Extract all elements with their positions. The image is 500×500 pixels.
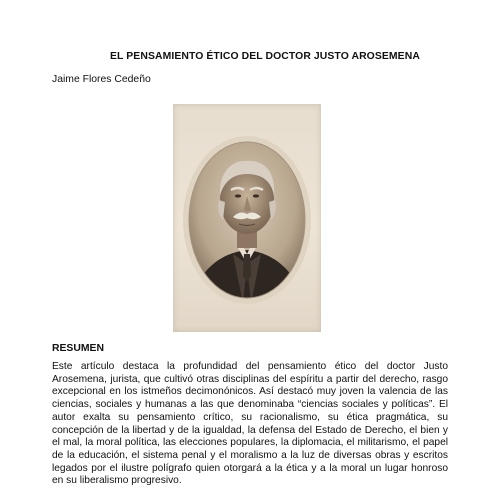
portrait-photo	[173, 104, 321, 332]
abstract-paragraph: Este artículo destaca la profundidad del pensamiento ético del doctor Justo Arosemena, jurista, que cultivó otras disciplinas del espíritu a partir del derecho, rasgo excepcional en los istmeños decimonónicos. Así destacó muy joven la valencia de las ciencias, sociales y humanas a las que denominaba “ciencias sociales y políticas”. El autor exalta su pensamiento crítico, su racionalismo, su ética pragmática, su concepción de la libertad y de la igualdad, la defensa del Estado de Derecho, el bien y el mal, la moral política, las elecciones populares, la diplomacia, el militarismo, el papel de la educación, el sistema penal y el moralismo a la luz de diversas obras y escritos legados por el ilustre polígrafo quien otorgará a la ética y a la moral un lugar honroso en su liberalismo progresivo.	[52, 361, 448, 487]
paper-title: EL PENSAMIENTO ÉTICO DEL DOCTOR JUSTO AROSEMENA	[110, 51, 420, 62]
section-heading-resumen: RESUMEN	[52, 343, 104, 354]
portrait-image	[173, 104, 321, 332]
author-name: Jaime Flores Cedeño	[52, 74, 151, 85]
